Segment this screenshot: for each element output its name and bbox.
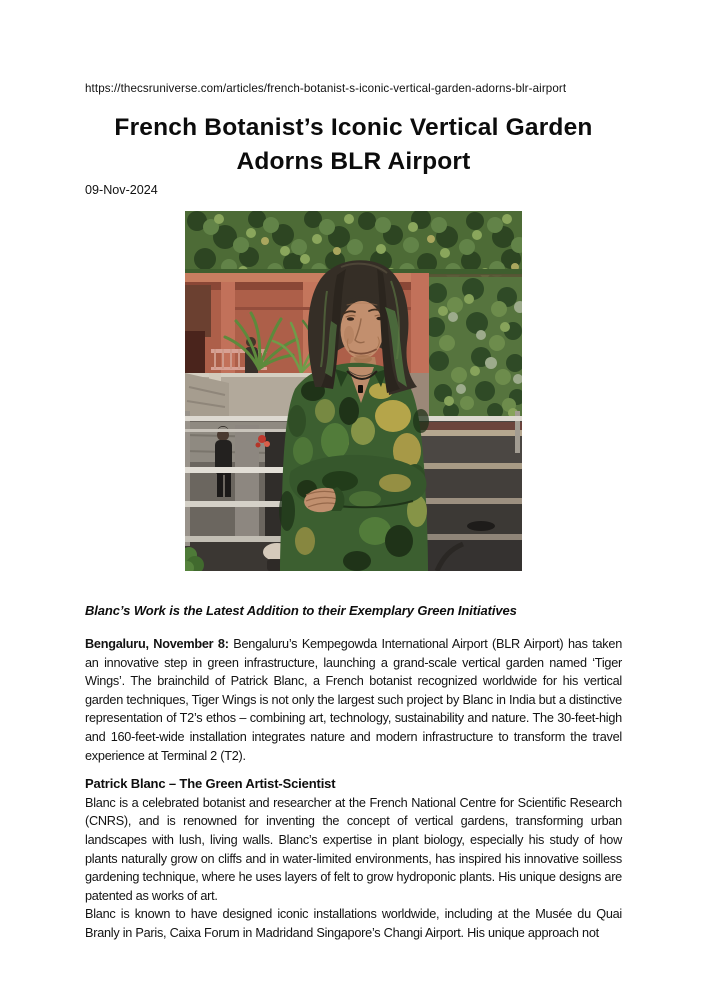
patrick-blanc-photo bbox=[185, 211, 522, 571]
installations-paragraph: Blanc is known to have designed iconic installations worldwide, including at the Musée du Quai Branly in Paris, Caixa Forum in Madridand Singapore’s Changi Airport. His unique approach not bbox=[85, 907, 622, 940]
right-foliage-column bbox=[425, 277, 522, 419]
lead-text: Bengaluru’s Kempegowda International Airport (BLR Airport) has taken an innovative step in green infrastructure, launching a grand-scale vertical garden named ‘Tiger Wings’. The brainchild of Patrick Blanc, a French botanist recognized worldwide for his vertical garden techniques, Tiger Wings is not only the largest such project by Blanc in India but a distinctive representation of T2’s ethos – combining art, technology, sustainability and nature. The 30-feet-high and 160-feet-wide installation integrates nature and modern infrastructure to transform the travel experience at Terminal 2 (T2). bbox=[85, 637, 622, 763]
bio-paragraph: Blanc is a celebrated botanist and researcher at the French National Centre for Scientific Research (CNRS), and is renowned for inventing the concept of vertical gardens, transforming urban landscapes with lush, living walls. Blanc’s expertise in plant biology, especially his study of how plants naturally grow on cliffs and in water-limited environments, has inspired his innovative soilless gardening technique, where he uses layers of felt to grow hydroponic plants. His unique designs are patented as works of art. bbox=[85, 795, 622, 903]
necklace-pendant bbox=[358, 385, 363, 393]
left-eye bbox=[347, 317, 354, 320]
lead-paragraph bbox=[85, 635, 622, 765]
article-title-line2: Adorns BLR Airport bbox=[236, 148, 471, 175]
dateline: Bengaluru, November 8: bbox=[85, 637, 229, 651]
article-title bbox=[85, 111, 622, 179]
article-standfirst: Blanc’s Work is the Latest Addition to their Exemplary Green Initiatives bbox=[85, 603, 517, 618]
page-url: https://thecsruniverse.com/articles/french-botanist-s-iconic-vertical-garden-adorns-blr-airport bbox=[85, 82, 567, 95]
article-photo-container bbox=[85, 211, 622, 571]
article-date: 09-Nov-2024 bbox=[85, 183, 158, 197]
section-heading: Patrick Blanc – The Green Artist-Scientist bbox=[85, 776, 336, 792]
article-title-line1: French Botanist’s Iconic Vertical Garden bbox=[114, 114, 593, 141]
